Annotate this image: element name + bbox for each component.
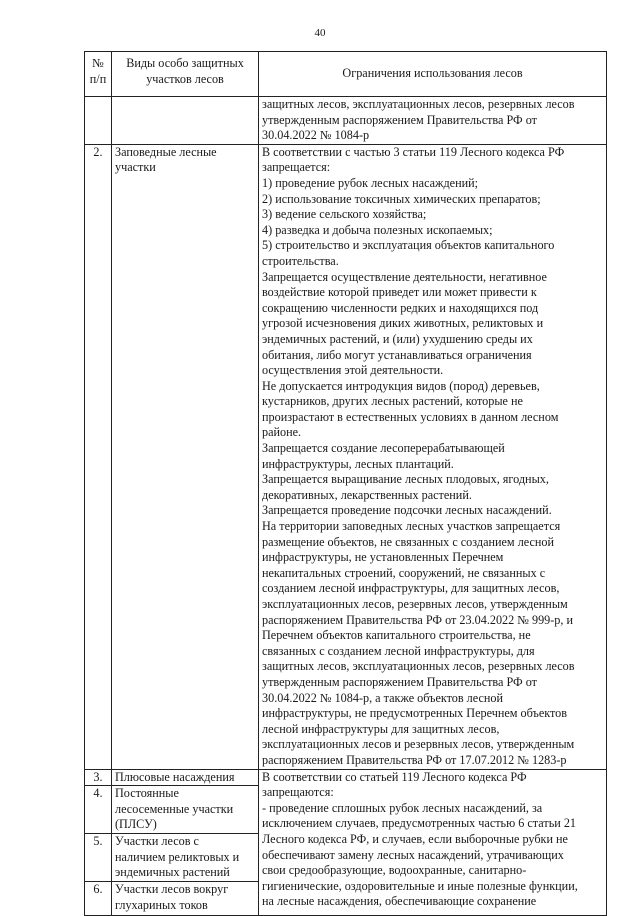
text-line: эндемичных растений, и (или) ухудшению среды их bbox=[262, 331, 533, 346]
text-line: инфраструктуры, лесных плантаций. bbox=[262, 456, 454, 471]
text-line: 2) использование токсичных химических препаратов; bbox=[262, 191, 541, 206]
text-line: запрещаются: bbox=[262, 785, 334, 800]
text-line: воздействие которой приведет или может привести к bbox=[262, 285, 537, 300]
text-line: Запрещается выращивание лесных плодовых, ягодных, bbox=[262, 472, 549, 487]
header-num bbox=[85, 52, 112, 97]
cell-restrictions-merged bbox=[259, 769, 607, 915]
text-line: эксплуатационных лесов, резервных лесов, утвержденным bbox=[262, 597, 568, 611]
text-line: обитания, либо могут устанавливаться ограничения bbox=[262, 347, 532, 362]
text-line: Перечнем объектов капитального строительства, не bbox=[262, 628, 531, 643]
cell-kind bbox=[112, 786, 259, 834]
text-line: Не допускается интродукция видов (пород) деревьев, bbox=[262, 378, 540, 393]
kind-line: Заповедные лесные bbox=[115, 144, 217, 159]
table-header-row bbox=[85, 52, 607, 97]
text-line: инфраструктуры, не предусмотренных Перечнем объектов bbox=[262, 706, 568, 721]
cell-num: 6. bbox=[85, 881, 112, 915]
cell-kind bbox=[112, 881, 259, 915]
text-line: 4) разведка и добыча полезных ископаемых; bbox=[262, 222, 493, 237]
cell-num: 5. bbox=[85, 834, 112, 882]
table-row bbox=[85, 144, 607, 769]
restrictions-table bbox=[84, 51, 607, 916]
text-line: осуществления этой деятельности. bbox=[262, 363, 444, 378]
table-row bbox=[85, 769, 607, 786]
text-line: 30.04.2022 № 1084-р bbox=[262, 128, 370, 143]
kind-line: эндемичных растений bbox=[115, 865, 230, 880]
text-lines bbox=[262, 770, 603, 910]
text-line: запрещается: bbox=[262, 160, 331, 175]
kind-line: Постоянные bbox=[115, 786, 179, 801]
text-line: свои средообразующие, водоохранные, санитарно- bbox=[262, 863, 527, 878]
text-line: В соответствии с частью 3 статьи 119 Лесного кодекса РФ bbox=[262, 144, 565, 159]
kind-line: участки bbox=[115, 160, 156, 175]
text-line: Запрещается осуществление деятельности, негативное bbox=[262, 269, 547, 284]
text-line: 1) проведение рубок лесных насаждений; bbox=[262, 175, 479, 190]
text-line: Запрещается проведение подсочки лесных насаждений. bbox=[262, 503, 552, 518]
text-line: исключением случаев, предусмотренных частью 6 статьи 21 bbox=[262, 816, 577, 831]
kind-line: наличием реликтовых и bbox=[115, 849, 240, 864]
cell-kind bbox=[112, 834, 259, 882]
cell-num bbox=[85, 97, 112, 145]
text-line: - проведение сплошных рубок лесных насаждений, за bbox=[262, 800, 543, 815]
page-number: 40 bbox=[314, 27, 326, 39]
kind-line: глухариных токов bbox=[115, 897, 208, 912]
text-line: В соответствии со статьей 119 Лесного кодекса РФ bbox=[262, 769, 527, 784]
header-kind-line: участков лесов bbox=[146, 71, 224, 86]
kind-line: лесосеменные участки bbox=[115, 801, 234, 816]
text-line: обеспечивают замену лесных насаждений, утрачивающих bbox=[262, 847, 564, 862]
header-num-line: № bbox=[92, 56, 104, 70]
text-line: кустарников, других лесных растений, которые не bbox=[262, 394, 523, 409]
cell-restrictions bbox=[259, 144, 607, 769]
text-line: 30.04.2022 № 1084-р, а также объектов лесной bbox=[262, 690, 504, 705]
text-line: инфраструктуры, не установленных Перечнем bbox=[262, 550, 504, 565]
text-line: распоряжением Правительства РФ от 17.07.2012 № 1283-р bbox=[262, 752, 567, 767]
text-line: На территории заповедных лесных участков запрещается bbox=[262, 519, 561, 534]
table-row-continuation bbox=[85, 97, 607, 145]
text-line: утвержденным распоряжением Правительства РФ от bbox=[262, 674, 537, 689]
text-line: угрозой исчезновения диких животных, реликтовых и bbox=[262, 316, 544, 331]
text-line: созданием лесной инфраструктуры, для защитных лесов, bbox=[262, 581, 560, 596]
text-line: распоряжением Правительства РФ от 23.04.2022 № 999-р, и bbox=[262, 612, 574, 627]
text-line: на лесные насаждения, обеспечивающие сохранение bbox=[262, 894, 537, 909]
header-kind-line: Виды особо защитных bbox=[126, 56, 244, 70]
cell-kind bbox=[112, 144, 259, 769]
text-line: Запрещается создание лесоперерабатывающей bbox=[262, 441, 505, 456]
header-kind bbox=[112, 52, 259, 97]
text-line: эксплуатационных лесов и резервных лесов, утвержденным bbox=[262, 737, 575, 752]
text-line: районе. bbox=[262, 425, 302, 440]
cell-num: 2. bbox=[85, 144, 112, 769]
text-line: защитных лесов, эксплуатационных лесов, резервных лесов bbox=[262, 97, 575, 111]
text-line: размещение объектов, не связанных с созданием лесной bbox=[262, 534, 555, 549]
text-line: 3) ведение сельского хозяйства; bbox=[262, 207, 427, 222]
kind-line: Участки лесов вокруг bbox=[115, 881, 229, 896]
text-line: 5) строительство и эксплуатация объектов капитального bbox=[262, 238, 555, 253]
text-line: утвержденным распоряжением Правительства РФ от bbox=[262, 112, 537, 127]
text-line: лесной инфраструктуры для защитных лесов, bbox=[262, 721, 500, 736]
cell-restrictions bbox=[259, 97, 607, 145]
text-line: строительства. bbox=[262, 253, 339, 268]
text-line: гигиенические, оздоровительные и иные полезные функции, bbox=[262, 878, 578, 893]
text-line: защитных лесов, эксплуатационных лесов, резервных лесов bbox=[262, 659, 575, 674]
text-line: сокращению численности редких и находящихся под bbox=[262, 300, 539, 315]
header-num-line: п/п bbox=[89, 71, 107, 86]
text-lines bbox=[262, 97, 603, 144]
text-lines bbox=[262, 145, 603, 769]
text-line: Лесного кодекса РФ, и случаев, если выборочные рубки не bbox=[262, 831, 568, 846]
text-line: произрастают в естественных условиях в данном лесном bbox=[262, 409, 559, 424]
text-line: связанных с созданием лесной инфраструктуры, для bbox=[262, 643, 535, 658]
cell-kind bbox=[112, 97, 259, 145]
kind-line: Участки лесов с bbox=[115, 834, 199, 849]
cell-num: 3. bbox=[85, 769, 112, 786]
text-line: некапитальных строений, сооружений, не связанных с bbox=[262, 565, 546, 580]
text-line: декоративных, лекарственных растений. bbox=[262, 487, 472, 502]
cell-kind: Плюсовые насаждения bbox=[112, 769, 259, 786]
kind-line: (ПЛСУ) bbox=[115, 817, 157, 832]
cell-num: 4. bbox=[85, 786, 112, 834]
header-restrictions: Ограничения использования лесов bbox=[259, 52, 607, 97]
